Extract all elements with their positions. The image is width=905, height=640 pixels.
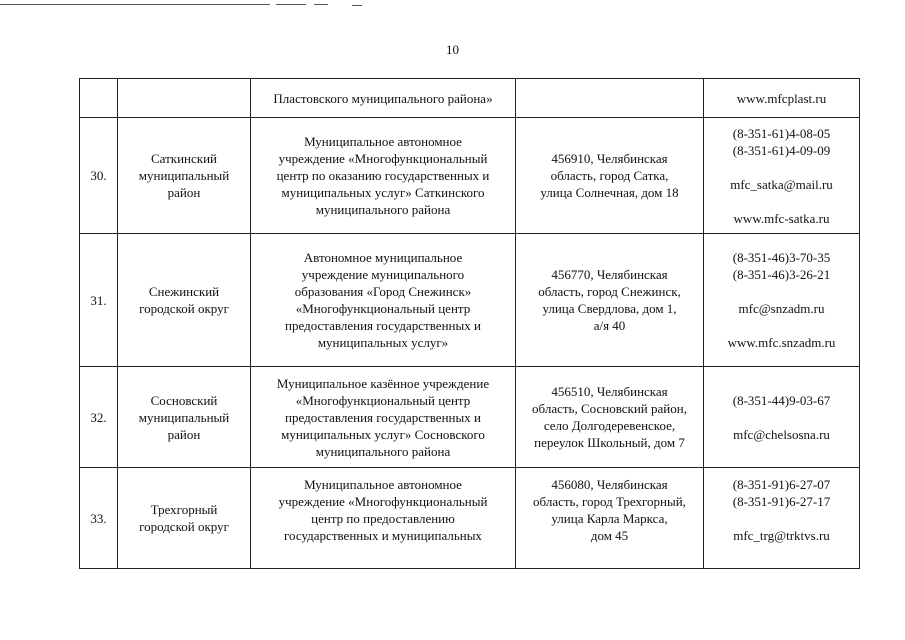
organization-cell bbox=[251, 468, 516, 569]
org-line: предоставления государственных и bbox=[285, 318, 481, 333]
district-cell bbox=[118, 118, 251, 234]
address-line: улица Свердлова, дом 1, bbox=[542, 301, 677, 316]
org-line: государственных и муниципальных bbox=[284, 528, 482, 543]
district-line: муниципальный bbox=[138, 168, 230, 183]
table-row bbox=[80, 79, 860, 118]
phone-number: (8-351-61)4-08-05 bbox=[732, 125, 831, 141]
organization-cell bbox=[251, 79, 516, 118]
district-line: Саткинский bbox=[150, 151, 217, 166]
org-line: Муниципальное автономное bbox=[304, 477, 462, 492]
row-number: 30. bbox=[80, 118, 118, 234]
address-line: область, город Снежинск, bbox=[538, 284, 681, 299]
district-line: Трехгорный bbox=[150, 502, 218, 517]
table-row bbox=[80, 234, 860, 367]
page-number: 10 bbox=[446, 42, 459, 57]
district-line: муниципальный bbox=[138, 409, 230, 425]
address-line: 456080, Челябинская bbox=[551, 477, 668, 492]
contacts-cell bbox=[704, 118, 860, 234]
organization-cell bbox=[251, 118, 516, 234]
email-link[interactable]: mfc_trg@trktvs.ru bbox=[733, 528, 830, 543]
organization-cell bbox=[251, 234, 516, 367]
address-line: 456910, Челябинская bbox=[551, 151, 668, 166]
row-number: 31. bbox=[80, 234, 118, 367]
address-line: область, город Трехгорный, bbox=[533, 494, 686, 509]
website-link[interactable]: www.mfcplast.ru bbox=[736, 90, 827, 106]
district-cell bbox=[118, 234, 251, 367]
district-cell bbox=[118, 367, 251, 468]
email-link[interactable]: mfc@chelsosna.ru bbox=[733, 426, 830, 442]
address-cell bbox=[516, 234, 704, 367]
website-link[interactable]: www.mfc.snzadm.ru bbox=[727, 335, 836, 350]
org-line: Муниципальное автономное bbox=[304, 134, 462, 149]
table-row bbox=[80, 468, 860, 569]
address-cell bbox=[516, 468, 704, 569]
table-row bbox=[80, 367, 860, 468]
scan-artifact-line bbox=[314, 4, 328, 5]
district-line: городской округ bbox=[139, 519, 229, 534]
address-cell bbox=[516, 367, 704, 468]
table-row bbox=[80, 118, 860, 234]
org-line: «Многофункциональный центр bbox=[295, 392, 471, 408]
contacts-cell bbox=[704, 79, 860, 118]
org-line: учреждение муниципального bbox=[301, 267, 465, 282]
org-line: муниципального района bbox=[315, 202, 451, 217]
org-line: Автономное муниципальное bbox=[303, 250, 463, 265]
phone-number: (8-351-46)3-26-21 bbox=[732, 267, 831, 282]
district-cell bbox=[118, 79, 251, 118]
address-line: 456510, Челябинская bbox=[551, 384, 668, 399]
org-line: предоставления государственных и bbox=[285, 409, 481, 425]
contacts-cell bbox=[704, 234, 860, 367]
address-cell bbox=[516, 118, 704, 234]
email-link[interactable]: mfc@snzadm.ru bbox=[738, 301, 825, 316]
row-number bbox=[80, 79, 118, 118]
district-line: район bbox=[167, 426, 201, 442]
org-line: «Многофункциональный центр bbox=[295, 301, 471, 316]
address-line: область, Сосновский район, bbox=[532, 401, 687, 416]
org-line: Пластовского муниципального района» bbox=[273, 90, 493, 106]
address-cell bbox=[516, 79, 704, 118]
org-line: муниципальных услуг» Саткинского bbox=[281, 185, 485, 200]
org-line: образования «Город Снежинск» bbox=[294, 284, 472, 299]
org-line: муниципального района bbox=[315, 443, 451, 459]
district-line: Снежинский bbox=[148, 284, 220, 299]
district-line: городской округ bbox=[139, 301, 229, 316]
org-line: центр по оказанию государственных и bbox=[276, 168, 490, 183]
scan-artifact-line bbox=[352, 5, 362, 6]
address-line: переулок Школьный, дом 7 bbox=[534, 435, 685, 450]
district-line: район bbox=[167, 185, 201, 200]
org-line: учреждение «Многофункциональный bbox=[278, 494, 488, 509]
phone-number: (8-351-44)9-03-67 bbox=[732, 392, 831, 408]
scan-artifact-line bbox=[276, 4, 306, 5]
phone-number: (8-351-61)4-09-09 bbox=[732, 142, 831, 158]
phone-number: (8-351-46)3-70-35 bbox=[732, 250, 831, 265]
row-number: 32. bbox=[80, 367, 118, 468]
mfc-table bbox=[79, 78, 860, 569]
contacts-cell bbox=[704, 468, 860, 569]
org-line: учреждение «Многофункциональный bbox=[278, 151, 488, 166]
address-line: а/я 40 bbox=[593, 318, 626, 333]
address-line: 456770, Челябинская bbox=[551, 267, 668, 282]
address-line: село Долгодеревенское, bbox=[543, 418, 676, 433]
scan-artifact-line bbox=[0, 4, 270, 5]
phone-number: (8-351-91)6-27-17 bbox=[732, 494, 831, 509]
address-line: область, город Сатка, bbox=[550, 168, 669, 183]
district-line: Сосновский bbox=[150, 392, 218, 408]
phone-number: (8-351-91)6-27-07 bbox=[732, 477, 831, 492]
address-line: улица Солнечная, дом 18 bbox=[540, 185, 679, 200]
org-line: муниципальных услуг» bbox=[317, 335, 449, 350]
contacts-cell bbox=[704, 367, 860, 468]
website-link[interactable]: www.mfc-satka.ru bbox=[733, 210, 830, 226]
address-line: дом 45 bbox=[590, 528, 629, 543]
row-number: 33. bbox=[80, 468, 118, 569]
district-cell bbox=[118, 468, 251, 569]
address-line: улица Карла Маркса, bbox=[551, 511, 668, 526]
org-line: муниципальных услуг» Сосновского bbox=[281, 426, 485, 442]
org-line: Муниципальное казённое учреждение bbox=[276, 375, 490, 391]
org-line: центр по предоставлению bbox=[311, 511, 455, 526]
organization-cell bbox=[251, 367, 516, 468]
email-link[interactable]: mfc_satka@mail.ru bbox=[730, 176, 833, 192]
